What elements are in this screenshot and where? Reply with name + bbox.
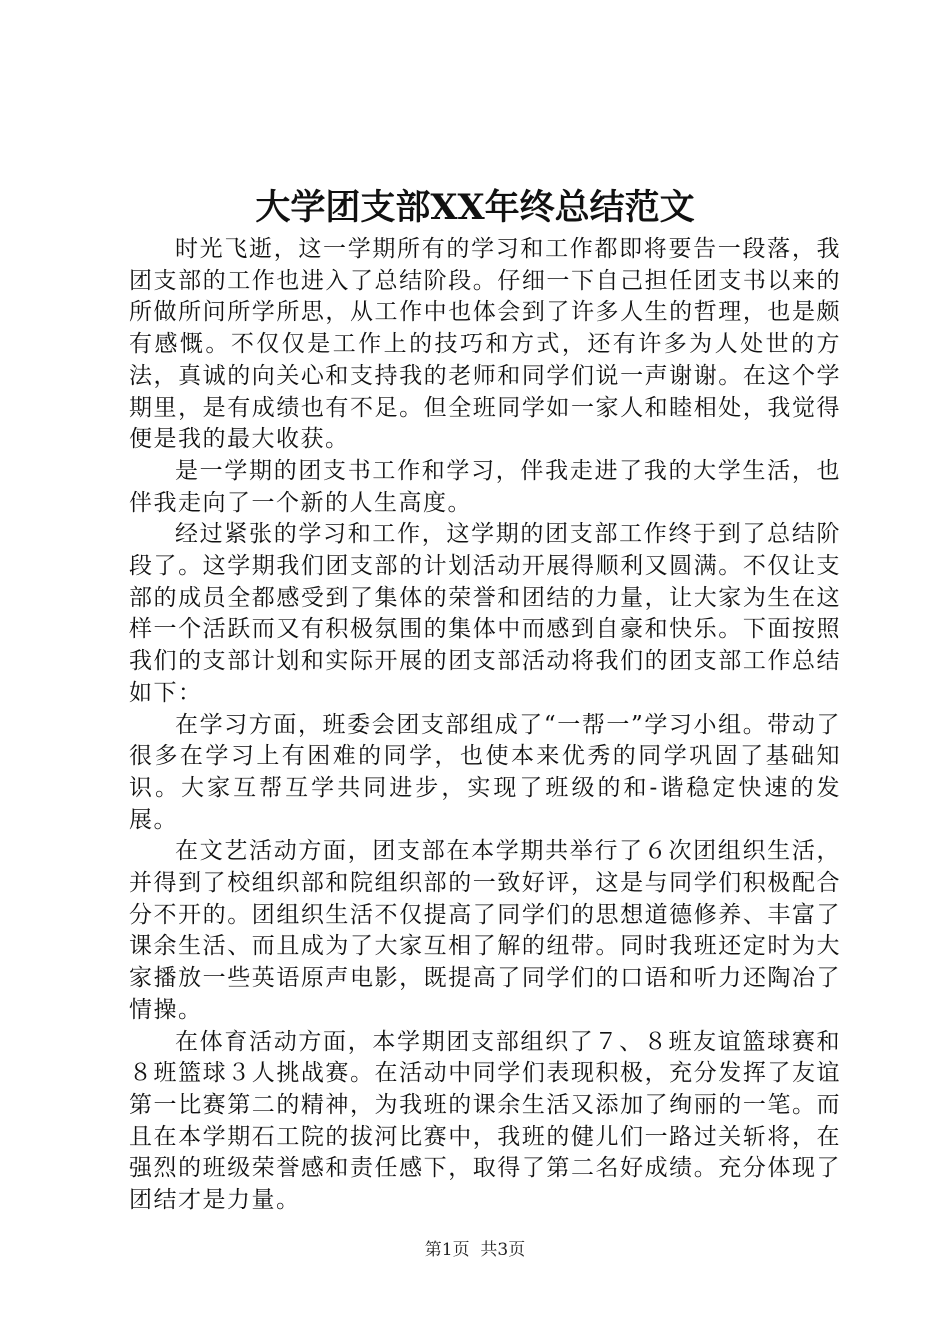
- paragraph-study: 在学习方面，班委会团支部组成了“一帮一”学习小组。带动了很多在学习上有困难的同学，也使本来优秀的同学巩固了基础知识。大家互帮互学共同进步，实现了班级的和-谐稳定快速的发展。: [129, 711, 841, 833]
- paragraph-semester: 是一学期的团支书工作和学习，伴我走进了我的大学生活，也伴我走向了一个新的人生高度。: [129, 457, 841, 516]
- paragraph-arts: 在文艺活动方面，团支部在本学期共举行了６次团组织生活，并得到了校组织部和院组织部的一致好评，这是与同学们积极配合分不开的。团组织生活不仅提高了同学们的思想道德修养、丰富了课余生活、而且成为了大家互相了解的纽带。同时我班还定时为大家播放一些英语原声电影，既提高了同学们的口语和听力还陶冶了情操。: [129, 838, 841, 1023]
- paragraph-overview: 经过紧张的学习和工作，这学期的团支部工作终于到了总结阶段了。这学期我们团支部的计划活动开展得顺利又圆满。不仅让支部的成员全都感受到了集体的荣誉和团结的力量，让大家为生在这样一个活跃而又有积极氛围的集体中而感到自豪和快乐。下面按照我们的支部计划和实际开展的团支部活动将我们的团支部工作总结如下：: [129, 521, 841, 706]
- paragraph-intro: 时光飞逝，这一学期所有的学习和工作都即将要告一段落，我团支部的工作也进入了总结阶段。仔细一下自己担任团支书以来的所做所问所学所思，从工作中也体会到了许多人生的哲理，也是颇有感慨。不仅仅是工作上的技巧和方式，还有许多为人处世的方法，真诚的向关心和支持我的老师和同学们说一声谢谢。在这个学期里，是有成绩也有不足。但全班同学如一家人和睦相处，我觉得便是我的最大收获。: [129, 236, 841, 453]
- page-number-footer: 第1页 共3页: [424, 1240, 526, 1260]
- paragraph-sports: 在体育活动方面，本学期团支部组织了７、８班友谊篮球赛和８班篮球３人挑战赛。在活动中同学们表现积极，充分发挥了友谊第一比赛第二的精神，为我班的课余生活又添加了绚丽的一笔。而且在本学期石工院的拔河比赛中，我班的健儿们一路过关斩将，在强烈的班级荣誉感和责任感下，取得了第二名好成绩。充分体现了团结才是力量。: [129, 1028, 841, 1214]
- document-title: 大学团支部XX年终总结范文: [255, 187, 695, 228]
- document-body: [129, 234, 841, 1217]
